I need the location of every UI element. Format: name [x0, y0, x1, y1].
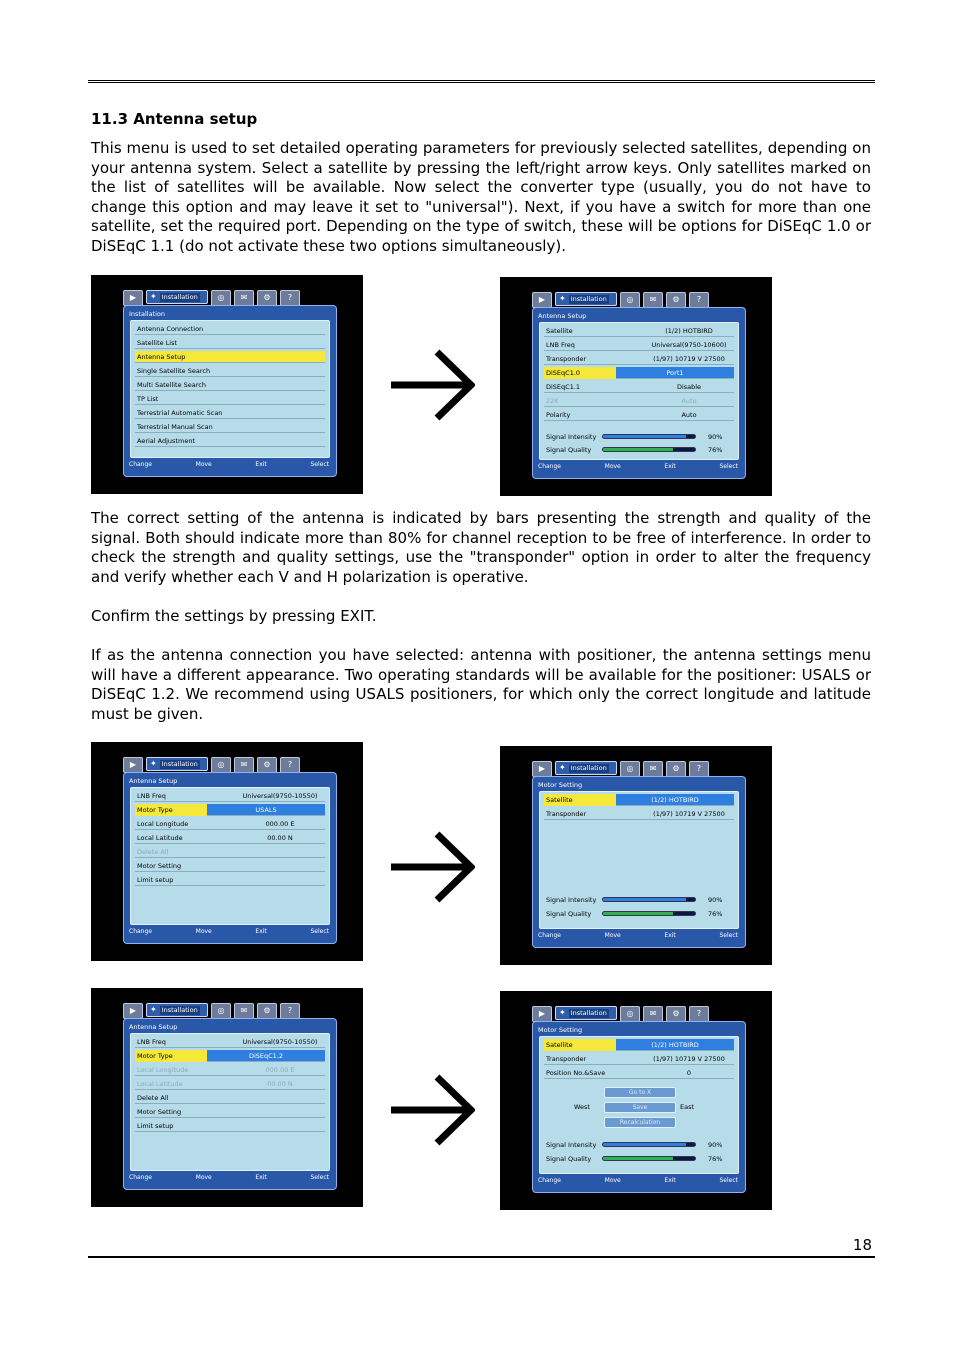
menu-footer [129, 1174, 329, 1186]
signal-intensity-row: Signal Intensity 90% [546, 433, 723, 441]
satellite-icon: ✦ [150, 759, 157, 768]
menu-panel [539, 791, 739, 929]
change-hint: Change [129, 928, 152, 935]
move-hint: Move [604, 932, 621, 939]
setting-row: Transponder (1/97) 10719 V 27500 [544, 1053, 734, 1065]
menu-frame [532, 307, 746, 479]
menu-panel [130, 1033, 330, 1171]
tab-icon: ? [280, 757, 300, 773]
exit-hint: Exit [255, 1174, 267, 1181]
setting-row: Delete All [135, 846, 325, 858]
menu-frame [532, 776, 746, 948]
tab-icon: ⚙ [666, 761, 686, 777]
screenshot-antenna-setup-diseqc12 [91, 988, 363, 1207]
tab-icon: ◎ [620, 761, 640, 777]
tab-icon: ◎ [211, 1003, 231, 1019]
signal-intensity-bar [602, 434, 696, 439]
change-hint: Change [538, 463, 561, 470]
menu-frame [123, 305, 337, 477]
move-hint: Move [195, 928, 212, 935]
setting-row: Local Longitude 000.00 E [135, 1064, 325, 1076]
goto-button: Go to X [604, 1087, 676, 1098]
tab-icon: ✉ [643, 1006, 663, 1022]
screenshot-antenna-setup [500, 277, 772, 496]
menu-frame [123, 1018, 337, 1190]
setting-row: Local Latitude 00.00 N [135, 1078, 325, 1090]
setting-row: Transponder (1/97) 10719 V 27500 [544, 808, 734, 820]
signal-quality-bar [602, 911, 696, 916]
setting-row: Delete All [135, 1092, 325, 1104]
tab-bar [123, 1003, 300, 1019]
tab-icon: ✉ [234, 757, 254, 773]
tab-icon: ? [689, 1006, 709, 1022]
tab-bar [532, 292, 709, 308]
tab-icon: ✉ [643, 292, 663, 308]
menu-title: Antenna Setup [129, 777, 178, 785]
menu-footer [129, 461, 329, 473]
menu-title: Antenna Setup [538, 312, 587, 320]
change-hint: Change [129, 461, 152, 468]
tab-installation: ✦ Installation [146, 757, 208, 771]
tab-bar [123, 290, 300, 306]
tab-installation: ✦ Installation [555, 761, 617, 775]
setting-row: Motor Setting [135, 860, 325, 872]
setting-row: Transponder (1/97) 10719 V 27500 [544, 353, 734, 365]
menu-panel [130, 320, 330, 458]
screenshot-installation-menu [91, 275, 363, 494]
move-hint: Move [604, 1177, 621, 1184]
setting-row: Limit setup [135, 874, 325, 886]
menu-item: Antenna Connection [135, 323, 325, 335]
tab-icon: ⚙ [257, 290, 277, 306]
exit-hint: Exit [664, 1177, 676, 1184]
select-hint: Select [310, 1174, 329, 1181]
menu-panel [539, 322, 739, 460]
setting-row: LNB Freq Universal(9750-10550) [135, 790, 325, 802]
east-label: East [680, 1103, 695, 1111]
intro-paragraph: This menu is used to set detailed operating parameters for previously selected satellites, depending on your antenna system. Select a satellite by pressing the left/right arrow keys. Only satellites marked on the list of satellites will be available. Now select the converter type (usually, you do not have to change this option and may leave it set to "universal"). Next, if you have a switch for more than one satellite, set the required port. Depending on the type of switch, these will be options for DiSEqC 1.0 or DiSEqC 1.1 (do not activate these two options simultaneously). [91, 139, 871, 255]
setting-row: DiSEqC1.1 Disable [544, 381, 734, 393]
setting-row: Local Latitude 00.00 N [135, 832, 325, 844]
signal-intensity-row: Signal Intensity 90% [546, 1141, 723, 1149]
save-button: Save [604, 1102, 676, 1113]
tab-icon: ⚙ [666, 1006, 686, 1022]
menu-item: Single Satellite Search [135, 365, 325, 377]
confirm-paragraph: Confirm the settings by pressing EXIT. [91, 607, 377, 625]
select-hint: Select [719, 932, 738, 939]
setting-row-selected: Satellite (1/2) HOTBIRD [544, 1039, 734, 1051]
tab-icon: ? [689, 761, 709, 777]
setting-row: LNB Freq Universal(9750-10550) [135, 1036, 325, 1048]
signal-intensity-bar [602, 897, 696, 902]
move-hint: Move [195, 1174, 212, 1181]
signal-quality-bar [602, 1156, 696, 1161]
arrow-right-icon [389, 1072, 475, 1148]
tab-icon: ⚙ [257, 1003, 277, 1019]
menu-item: TP List [135, 393, 325, 405]
arrow-right-icon [389, 347, 475, 423]
recalculation-button: Recalculation [604, 1117, 676, 1128]
setting-row: Motor Setting [135, 1106, 325, 1118]
satellite-icon: ✦ [150, 1005, 157, 1014]
tab-icon: ✉ [234, 290, 254, 306]
tab-icon: ▶ [532, 761, 552, 777]
exit-hint: Exit [255, 461, 267, 468]
tab-icon: ✉ [234, 1003, 254, 1019]
menu-footer [538, 463, 738, 475]
exit-hint: Exit [664, 463, 676, 470]
menu-footer [538, 1177, 738, 1189]
setting-row-selected: DiSEqC1.0 Port1 [544, 367, 734, 379]
signal-quality-row: Signal Quality 76% [546, 1155, 723, 1163]
tab-installation: ✦ Installation [146, 1003, 208, 1017]
tab-bar [532, 761, 709, 777]
tab-icon: ◎ [211, 757, 231, 773]
signal-intensity-row: Signal Intensity 90% [546, 896, 723, 904]
menu-panel [130, 787, 330, 925]
change-hint: Change [538, 1177, 561, 1184]
setting-row-selected: Motor Type DiSEqC1.2 [135, 1050, 325, 1062]
setting-row-selected: Satellite (1/2) HOTBIRD [544, 794, 734, 806]
page-number: 18 [852, 1236, 872, 1254]
exit-hint: Exit [255, 928, 267, 935]
header-rule [88, 80, 875, 83]
screenshot-motor-setting-usals [500, 746, 772, 965]
arrow-right-icon [389, 829, 475, 905]
satellite-icon: ✦ [559, 294, 566, 303]
tab-icon: ✉ [643, 761, 663, 777]
setting-row: LNB Freq Universal(9750-10600) [544, 339, 734, 351]
menu-item: Multi Satellite Search [135, 379, 325, 391]
setting-row: Local Longitude 000.00 E [135, 818, 325, 830]
menu-panel [539, 1036, 739, 1174]
signal-paragraph: The correct setting of the antenna is indicated by bars presenting the strength and quality of the signal. Both should indicate more than 80% for channel reception to be free of interference. In order to check the strength and quality settings, use the "transponder" option in order to alter the frequency and verify whether each V and H polarization is operative. [91, 509, 871, 586]
menu-title: Motor Setting [538, 1026, 583, 1034]
west-label: West [574, 1103, 590, 1111]
menu-frame [532, 1021, 746, 1193]
tab-icon: ◎ [211, 290, 231, 306]
move-hint: Move [195, 461, 212, 468]
tab-installation: ✦ Installation [146, 290, 208, 304]
tab-icon: ? [280, 1003, 300, 1019]
exit-hint: Exit [664, 932, 676, 939]
tab-icon: ◎ [620, 1006, 640, 1022]
tab-icon: ▶ [123, 1003, 143, 1019]
tab-installation: ✦ Installation [555, 1006, 617, 1020]
menu-item: Aerial Adjustment [135, 435, 325, 447]
menu-title: Installation [129, 310, 166, 318]
tab-icon: ? [280, 290, 300, 306]
menu-title: Antenna Setup [129, 1023, 178, 1031]
menu-item: Terrestrial Automatic Scan [135, 407, 325, 419]
screenshot-antenna-setup-usals [91, 742, 363, 961]
setting-row: Position No.&Save 0 [544, 1067, 734, 1079]
select-hint: Select [719, 1177, 738, 1184]
footer-rule [88, 1256, 875, 1258]
menu-footer [538, 932, 738, 944]
menu-item: Terrestrial Manual Scan [135, 421, 325, 433]
select-hint: Select [310, 461, 329, 468]
tab-icon: ▶ [123, 290, 143, 306]
positioner-paragraph: If as the antenna connection you have selected: antenna with positioner, the antenna settings menu will have a different appearance. Two operating standards will be available for the positioner: USALS or DiSEqC 1.2. We recommend using USALS positioners, for which only the correct longitude and latitude must be given. [91, 646, 871, 723]
tab-icon: ⚙ [257, 757, 277, 773]
change-hint: Change [129, 1174, 152, 1181]
tab-installation: ✦ Installation [555, 292, 617, 306]
menu-item: Satellite List [135, 337, 325, 349]
satellite-icon: ✦ [150, 292, 157, 301]
satellite-icon: ✦ [559, 1008, 566, 1017]
tab-icon: ? [689, 292, 709, 308]
menu-footer [129, 928, 329, 940]
signal-quality-row: Signal Quality 76% [546, 910, 723, 918]
setting-row: 22K Auto [544, 395, 734, 407]
section-heading: 11.3 Antenna setup [91, 110, 258, 128]
signal-intensity-bar [602, 1142, 696, 1147]
menu-item-selected: Antenna Setup [135, 351, 325, 363]
menu-title: Motor Setting [538, 781, 583, 789]
select-hint: Select [719, 463, 738, 470]
setting-row: Polarity Auto [544, 409, 734, 421]
select-hint: Select [310, 928, 329, 935]
move-hint: Move [604, 463, 621, 470]
menu-frame [123, 772, 337, 944]
signal-quality-bar [602, 447, 696, 452]
tab-icon: ⚙ [666, 292, 686, 308]
satellite-icon: ✦ [559, 763, 566, 772]
change-hint: Change [538, 932, 561, 939]
tab-bar [532, 1006, 709, 1022]
tab-icon: ◎ [620, 292, 640, 308]
screenshot-motor-setting-diseqc12 [500, 991, 772, 1210]
setting-row: Satellite (1/2) HOTBIRD [544, 325, 734, 337]
tab-bar [123, 757, 300, 773]
setting-row-selected: Motor Type USALS [135, 804, 325, 816]
tab-icon: ▶ [532, 292, 552, 308]
signal-quality-row: Signal Quality 76% [546, 446, 723, 454]
setting-row: Limit setup [135, 1120, 325, 1132]
tab-icon: ▶ [532, 1006, 552, 1022]
tab-icon: ▶ [123, 757, 143, 773]
